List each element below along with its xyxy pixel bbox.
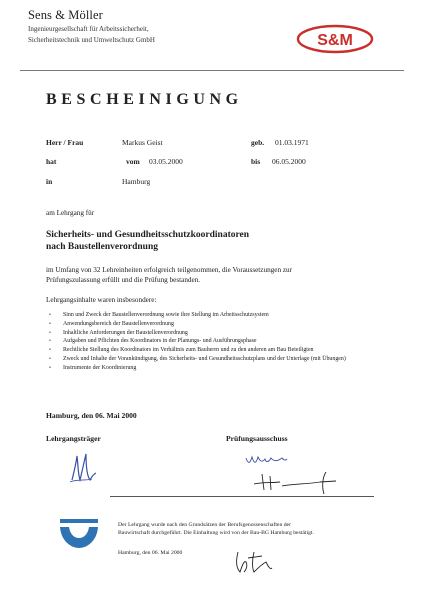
bullet-icon: • — [49, 329, 51, 336]
issue-date: Hamburg, den 06. Mai 2000 — [46, 411, 137, 420]
bullet-icon: • — [49, 364, 51, 371]
list-item: • Aufgaben und Pflichten des Koordinators in der Planungs- und Ausführungsphase — [49, 338, 257, 345]
to-label: bis — [251, 157, 261, 166]
participation-line-2: Prüfungszulassung erfüllt und die Prüfung bestanden. — [46, 275, 201, 284]
bullet-icon: • — [49, 347, 51, 354]
bullet-icon: • — [49, 320, 51, 327]
header-divider — [20, 70, 404, 71]
provider-signature — [62, 446, 106, 488]
period-label: hat — [46, 157, 57, 166]
list-item: • Sinn und Zweck der Baustellenverordnung sowie ihre Stellung im Arbeitsschutzsystem — [49, 312, 269, 318]
place-label: in — [46, 177, 53, 186]
company-line-1: Ingenieurgesellschaft für Arbeitssicherheit, — [28, 25, 149, 33]
birth-date: 01.03.1971 — [275, 138, 309, 147]
footer-date: Hamburg, den 06. Mai 2000 — [118, 550, 183, 556]
salutation-label: Herr / Frau — [46, 138, 84, 147]
bau-bg-signature — [232, 548, 276, 576]
bullet-icon: • — [49, 338, 51, 345]
company-logo — [296, 24, 374, 54]
list-item: • Zweck und Inhalte der Vorankündigung, des Sicherheits- und Gesundheitsschutzplans und der Unterlage (mit Übungen) — [49, 355, 346, 362]
to-date: 06.05.2000 — [272, 157, 306, 166]
bau-bg-logo — [57, 515, 101, 551]
list-item: • Inhaltliche Anforderungen der Baustellenverordnung — [49, 329, 188, 336]
footer-divider — [110, 496, 374, 497]
contents-list — [46, 312, 376, 373]
company-block — [28, 8, 155, 45]
company-line-2: Sicherheitstechnik und Umweltschutz GmbH — [28, 36, 155, 44]
course-title-line-2: nach Baustellenverordnung — [46, 242, 158, 252]
place: Hamburg — [122, 177, 151, 186]
course-intro: am Lehrgang für — [46, 209, 95, 217]
bullet-icon: • — [49, 312, 51, 318]
birth-label: geb. — [251, 138, 265, 147]
course-provider-label: Lehrgangsträger — [46, 434, 101, 443]
footer-line-2: Bauwirtschaft durchgeführt. Die Einhaltung wird von der Bau-BG Hamburg bestätigt. — [118, 530, 314, 536]
examiner-signature-2 — [252, 470, 342, 496]
footer-text — [118, 521, 388, 537]
company-name: Sens & Möller — [28, 8, 103, 22]
contents-heading: Lehrgangsinhalte waren insbesondere: — [46, 296, 157, 304]
course-title — [46, 229, 249, 253]
list-item: • Rechtliche Stellung des Koordinators im Verhältnis zum Bauherrn und zu den anderen am Bau Beteiligten — [49, 347, 314, 354]
footer-line-1: Der Lehrgang wurde nach den Grundsätzen der Berufsgenossenschaften der — [118, 522, 291, 528]
list-item: • Anwendungsbereich der Baustellenverordnung — [49, 320, 174, 327]
participation-text — [46, 266, 366, 285]
from-date: 03.05.2000 — [149, 157, 183, 166]
list-item: • Instrumente der Koordinierung — [49, 364, 137, 371]
certificate-title: BESCHEINIGUNG — [46, 91, 243, 108]
from-label: vom — [126, 157, 140, 166]
participation-line-1: im Umfang von 32 Lehreinheiten erfolgreich teilgenommen, die Voraussetzungen zur — [46, 266, 293, 274]
examiner-signature-1 — [244, 452, 288, 468]
person-name: Markus Geist — [122, 138, 163, 147]
course-title-line-1: Sicherheits- und Gesundheitsschutzkoordinatoren — [46, 230, 250, 240]
exam-board-label: Prüfungsausschuss — [226, 434, 288, 443]
bullet-icon: • — [49, 355, 51, 362]
logo-text: S&M — [317, 32, 353, 49]
